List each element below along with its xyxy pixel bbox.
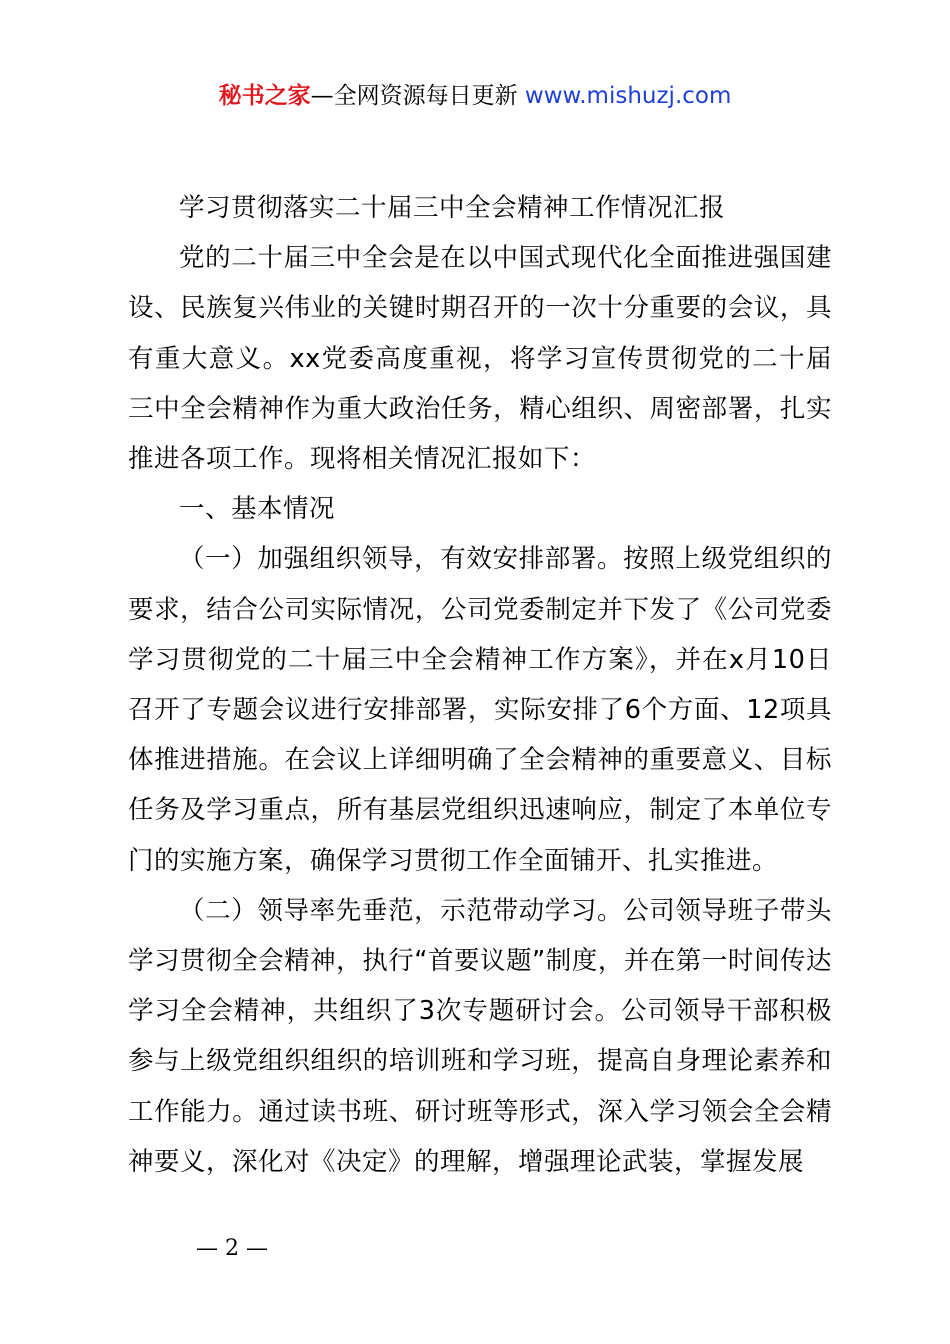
page-number: — 2 —: [196, 1236, 268, 1261]
banner-tagline: —全网资源每日更新: [310, 83, 518, 109]
brand-name: 秘书之家: [218, 83, 311, 109]
paragraph-leaders-example: （二）领导率先垂范，示范带动学习。公司领导班子带头学习贯彻全会精神，执行“首要议题”制度，并在第一时间传达学习全会精神，共组织了3次专题研讨会。公司领导干部积极参与上级党组织组织的培训班和学习班，提高自身理论素养和工作能力。通过读书班、研讨班等形式，深入学习领会全会精神要义，深化对《决定》的理解，增强理论武装，掌握发展: [128, 895, 832, 1177]
paragraph-organization-leadership: （一）加强组织领导，有效安排部署。按照上级党组织的要求，结合公司实际情况，公司党委制定并下发了《公司党委学习贯彻党的二十届三中全会精神工作方案》，并在x月10日召开了专题会议进行安排部署，实际安排了6个方面、12项具体推进措施。在会议上详细明确了全会精神的重要意义、目标任务及学习重点，所有基层党组织迅速响应，制定了本单位专门的实施方案，确保学习贯彻工作全面铺开、扎实推进。: [128, 544, 832, 876]
paragraph-intro: 党的二十届三中全会是在以中国式现代化全面推进强国建设、民族复兴伟业的关键时期召开的一次十分重要的会议，具有重大意义。xx党委高度重视，将学习宣传贯彻党的二十届三中全会精神作为重大政治任务，精心组织、周密部署，扎实推进各项工作。现将相关情况汇报如下：: [128, 243, 832, 475]
document-title: 学习贯彻落实二十届三中全会精神工作情况汇报: [179, 193, 726, 223]
site-url-link[interactable]: www.mishuzj.com: [524, 83, 732, 109]
header-banner: [0, 80, 950, 112]
section-heading-basic-situation: 一、基本情况: [179, 494, 336, 525]
document-body: [128, 183, 832, 1187]
